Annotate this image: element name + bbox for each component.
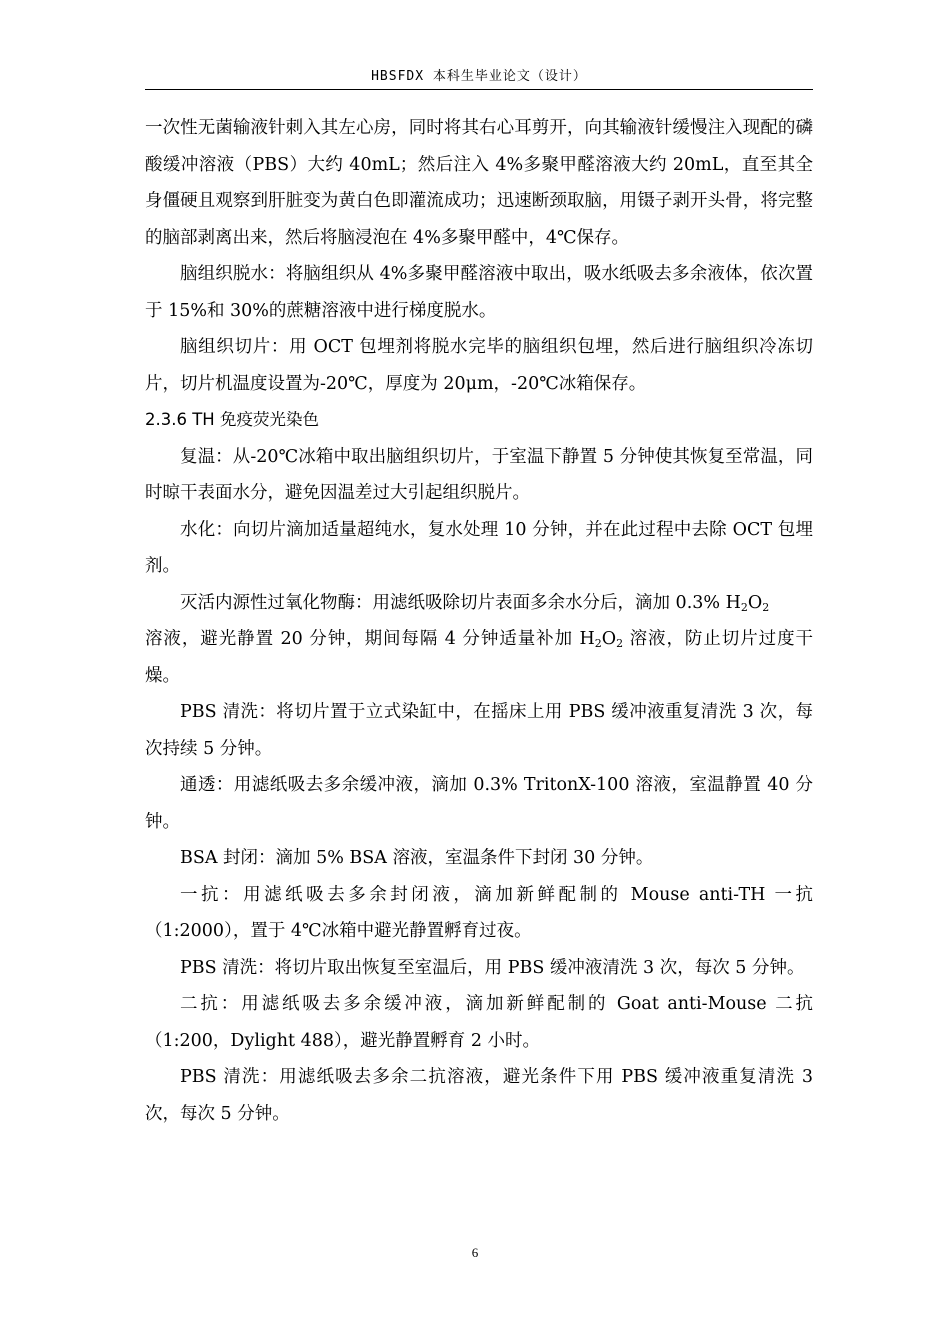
paragraph-rewarming: 复温：从-20℃冰箱中取出脑组织切片，于室温下静置 5 分钟使其恢复至常温，同时晾干表面水分，避免因温差过大引起组织脱片。 xyxy=(145,446,813,503)
document-body xyxy=(145,110,813,1132)
paragraph-pbs-wash-2: PBS 清洗：将切片取出恢复至室温后，用 PBS 缓冲液清洗 3 次，每次 5 分钟。 xyxy=(180,957,805,978)
paragraph-pbs-wash-3: PBS 清洗：用滤纸吸去多余二抗溶液，避光条件下用 PBS 缓冲液重复清洗 3 次，每次 5 分钟。 xyxy=(145,1067,813,1124)
paragraph-dehydration: 脑组织脱水：将脑组织从 4%多聚甲醛溶液中取出，吸水纸吸去多余液体，依次置于 15%和 30%的蔗糖溶液中进行梯度脱水。 xyxy=(145,264,813,321)
paragraph-permeabilization: 通透：用滤纸吸去多余缓冲液，滴加 0.3% TritonX-100 溶液，室温静置 40 分钟。 xyxy=(145,775,813,832)
peroxidase-text-4: O xyxy=(601,629,617,649)
paragraph-bsa-blocking: BSA 封闭：滴加 5% BSA 溶液，室温条件下封闭 30 分钟。 xyxy=(180,848,654,868)
peroxidase-text-1: 灭活内源性过氧化物酶：用滤纸吸除切片表面多余水分后，滴加 0.3% H xyxy=(180,592,741,613)
header-divider xyxy=(145,89,813,90)
subscript: 2 xyxy=(762,600,770,614)
peroxidase-text-5: 溶液，防止切片过度干燥。 xyxy=(145,629,813,686)
paragraph-pbs-wash-1: PBS 清洗：将切片置于立式染缸中，在摇床上用 PBS 缓冲液重复清洗 3 次，每次持续 5 分钟。 xyxy=(145,702,813,759)
subscript: 2 xyxy=(740,600,748,614)
subscript: 2 xyxy=(616,637,624,650)
peroxidase-text-2: O xyxy=(747,592,763,613)
paragraph-peroxidase xyxy=(145,585,813,695)
paragraph-sectioning: 脑组织切片：用 OCT 包埋剂将脱水完毕的脑组织包埋，然后进行脑组织冷冻切片，切片机温度设置为-20℃，厚度为 20μm，-20℃冰箱保存。 xyxy=(145,337,813,394)
section-heading: 2.3.6 TH 免疫荧光染色 xyxy=(145,410,319,429)
paragraph-perfusion: 一次性无菌输液针刺入其左心房，同时将其右心耳剪开，向其输液针缓慢注入现配的磷酸缓冲溶液（PBS）大约 40mL；然后注入 4%多聚甲醛溶液大约 20mL，直至其全身僵硬且观察到肝脏变为黄白色即灌流成功；迅速断颈取脑，用镊子剥开头骨，将完整的脑部剥离出来，然后将脑浸泡在 4%多聚甲醛中，4℃保存。 xyxy=(145,118,813,248)
page-number: 6 xyxy=(471,1245,479,1260)
paragraph-primary-antibody: 一抗：用滤纸吸去多余封闭液，滴加新鲜配制的 Mouse anti-TH 一抗（1:2000），置于 4℃冰箱中避光静置孵育过夜。 xyxy=(145,884,813,941)
paragraph-hydration: 水化：向切片滴加适量超纯水，复水处理 10 分钟，并在此过程中去除 OCT 包埋剂。 xyxy=(145,519,813,576)
paragraph-secondary-antibody: 二抗：用滤纸吸去多余缓冲液，滴加新鲜配制的 Goat anti-Mouse 二抗（1:200，Dylight 488），避光静置孵育 2 小时。 xyxy=(145,994,813,1051)
subscript: 2 xyxy=(594,637,602,650)
peroxidase-text-3: 溶液，避光静置 20 分钟，期间每隔 4 分钟适量补加 H xyxy=(145,629,595,649)
page-header: HBSFDX 本科生毕业论文（设计） xyxy=(371,69,587,84)
